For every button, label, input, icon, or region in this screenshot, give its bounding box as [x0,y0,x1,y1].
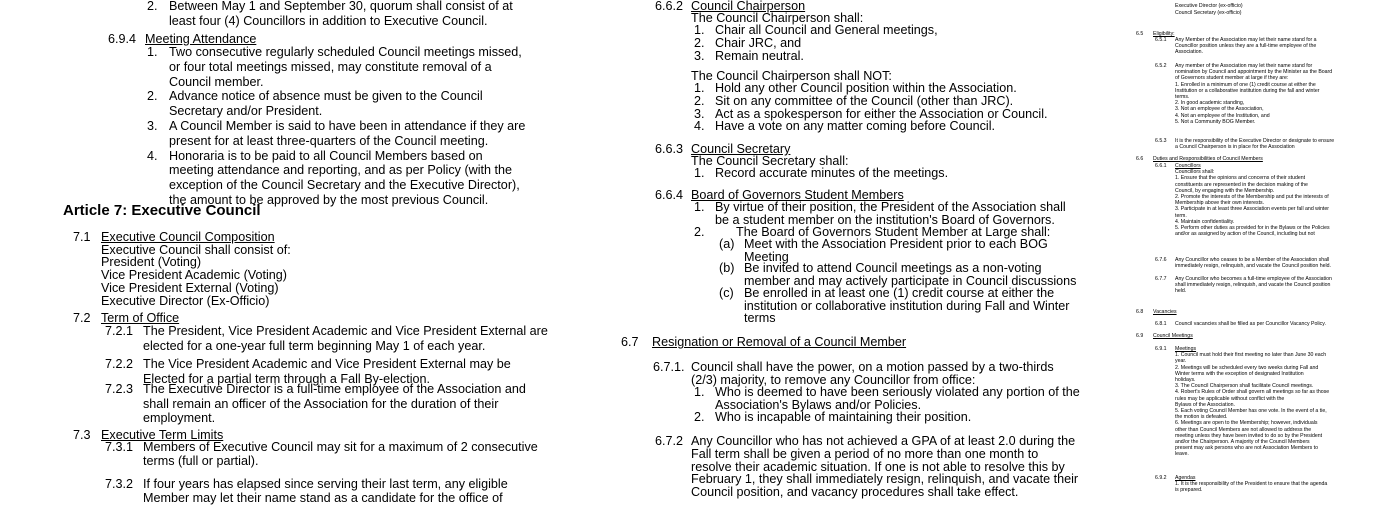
small-section-number: 6.7.6 [1155,257,1167,263]
section-number: 7.1 [73,230,91,244]
composition-line: Vice President External (Voting) [101,280,279,295]
section-number: 6.9.4 [108,32,137,46]
item-number: 2. [694,93,705,108]
composition-line: Executive Council shall consist of: [101,242,291,257]
section-text: Council position, and vacancy procedures shall take effect. [691,485,1019,500]
small-text: immediately resign, relinquish, and vacate the Council position held. [1175,263,1331,270]
small-text: present may ask persons who are not Association Members to [1175,445,1319,452]
item-text: Sit on any committee of the Council (other than JRC). [715,93,1014,108]
item-number: 7.2.1 [105,324,134,338]
item-number: 1. [694,200,705,214]
section-text: Council shall have the power, on a motion passed by a two-thirds [691,360,1054,374]
small-section-number: 6.5.1 [1155,37,1167,43]
item-text: Elected for a partial term through a Fall By-election. [143,371,430,386]
small-text: terms. [1175,94,1190,100]
small-text: 5. Not a Community BOG Member. [1175,118,1256,125]
item-text: meeting attendance and reporting, and as per Policy (with the [169,163,513,178]
section-text: Any Councillor who has not achieved a GPA of at least 2.0 during the [691,434,1076,448]
section-number: 6.6.2 [655,0,684,13]
item-text: Hold any other Council position within the Association. [715,81,1017,95]
small-text: leave. [1175,451,1189,458]
small-section-number: 6.6.1 [1155,163,1167,169]
item-text: Two consecutive regularly scheduled Council meetings missed, [169,45,522,59]
section-text: Fall term shall be given a period of no more than one month to [691,446,1039,461]
item-text: The Vice President Academic and Vice President External may be [143,357,511,371]
item-number: 2. [694,225,705,239]
small-text: the motion is defeated. [1175,414,1228,421]
small-text: 6. Meetings are open to the Membership; however, individuals [1175,420,1318,427]
small-text: Association. [1175,49,1203,56]
item-text: shall remain an officer of the Association for the duration of their [143,396,499,411]
item-text: exception of the Council Secretary and the Executive Director), [169,178,520,193]
small-text: Bylaws of the Association. [1175,401,1235,408]
item-text: or four total meetings missed, may constitute removal of a [169,59,492,74]
small-text: 5. Each voting Council Member has one vote. In the event of a tie, [1175,408,1327,414]
small-section-number: 6.9.1 [1155,346,1167,352]
small-text: 2. Meetings will be scheduled every two weeks during Fall and [1175,364,1319,371]
item-number: 7.2.3 [105,382,134,396]
section-number: 7.3 [73,428,91,442]
section-title: Board of Governors Student Members [691,188,904,202]
item-text: the amount to be approved by the most previous Council. [169,193,489,207]
small-text: shall immediately resign, relinquish, and vacate the Council position [1175,282,1331,289]
small-text: Councillors [1175,163,1201,169]
small-text: 4. Maintain confidentiality. [1175,218,1235,225]
small-text: 3. Not an employee of the Association, [1175,106,1264,113]
subitem-text: Meeting [744,249,789,264]
subitem-text: Meet with the Association President prior to each BOG [744,237,1048,251]
item-number: 1. [694,166,705,180]
item-number: 2. [694,410,705,424]
section-title: Meeting Attendance [145,32,257,46]
small-text: 1. Council must hold their first meeting no later than June 30 each [1175,352,1327,359]
small-text: 3. Participate in at least three Association events per fall and winter [1175,206,1329,213]
section-title: Council Secretary [691,142,791,156]
item-text: By virtue of their position, the President of the Association shall [715,200,1066,214]
small-text: Vacancies [1153,309,1177,315]
small-section-number: 6.8.1 [1155,321,1167,327]
item-text: The President, Vice President Academic and Vice President External are [143,324,548,338]
section-text: February 1, they shall immediately resign, relinquish, and vacate their [691,472,1079,487]
small-text: Council vacancies shall be filled as per Councillor Vacancy Policy. [1175,321,1326,327]
small-text: nomination by Council and appointment by the Minister as the Board [1175,69,1333,76]
small-text: rules may be applicable without conflict with the [1175,395,1285,402]
item-number: 1. [147,45,158,59]
small-text: term. [1175,212,1187,219]
item-text: A Council Member is said to have been in attendance if they are [169,119,526,133]
item-text: Between May 1 and September 30, quorum shall consist of at [169,0,513,13]
small-text: Agendas [1175,475,1196,481]
composition-line: Executive Director (Ex-Officio) [101,293,270,308]
small-text: 4. Robert's Rules of Order shall govern all meetings so far as those [1175,389,1330,396]
composition-line: President (Voting) [101,255,202,270]
small-text: Councillors shall: [1175,169,1215,176]
item-text: Remain neutral. [715,48,804,63]
small-text: Councillor position unless they are a full-time employee of the [1175,43,1317,50]
small-text: Council Meetings [1153,333,1193,339]
small-line: Executive Director (ex-officio) [1175,3,1243,9]
section-title: Council Chairperson [691,0,806,13]
item-text: Who is deemed to have been seriously violated any portion of the [715,385,1080,399]
item-text: elected for a one-year full term beginning May 1 of each year. [143,338,486,353]
small-text: 1. It is the responsibility of the President to ensure that the agenda [1175,481,1328,488]
item-text: Chair JRC, and [715,35,802,50]
small-section-number: 6.6 [1136,156,1144,162]
item-number: 4. [694,119,705,134]
section-number: 7.2 [73,311,91,325]
item-number: 1. [694,81,705,95]
item-text: The Executive Director is a full-time employee of the Association and [143,382,526,396]
item-text: Member may let their name stand as a candidate for the office of [143,490,503,505]
small-section-number: 6.8 [1136,309,1144,315]
small-section-number: 6.5.2 [1155,63,1167,69]
item-text: terms (full or partial). [143,453,259,468]
item-text: present for at least three-quarters of the Council meeting. [169,133,489,148]
item-number: 4. [147,148,158,163]
section-title: Executive Council Composition [101,230,275,244]
item-text: Council member. [169,74,264,89]
small-text: Institution or a collaborative institution during the fall and winter [1175,87,1320,94]
small-text: and/or as assigned by action of the Council, including but not [1175,231,1315,238]
item-number: 2. [147,89,158,104]
small-section-number: 6.5 [1136,31,1144,37]
item-text: Secretary and/or President. [169,104,323,119]
small-text: 1. Enrolled in a minimum of one (1) credit course at either the [1175,81,1316,88]
section-title: Resignation or Removal of a Council Member [652,335,907,349]
section-line: The Council Chairperson shall: [691,11,864,25]
small-text: Council, by engaging with the Membership. [1175,187,1275,194]
small-text: Any Councillor who ceases to be a Member of the Association shall [1175,257,1330,263]
item-number: 2. [147,0,158,13]
section-number: 6.6.3 [655,142,684,156]
subitem-number: (b) [719,261,735,275]
article-heading: Article 7: Executive Council [63,202,261,219]
item-number: 3. [694,48,705,63]
small-text: 5. Perform other duties as provided for in the Bylaws or the Policies [1175,225,1330,231]
small-text: other than Council Members are not allowed to address the [1175,426,1312,433]
subitem-text: Be enrolled in at least one (1) credit course at either the [744,286,1055,300]
section-number: 6.7 [621,335,639,349]
small-text: Any Councillor who becomes a full-time employee of the Association [1175,276,1332,282]
section-number: 6.6.4 [655,188,684,202]
composition-line: Vice President Academic (Voting) [101,268,287,283]
small-section-number: 6.5.3 [1155,138,1167,144]
small-text: Membership above their own interests. [1175,200,1265,207]
small-text: of Governors student member at large if they are: [1175,75,1289,82]
small-text: It is the responsibility of the Executive Director or designate to ensure [1175,138,1335,144]
subitem-text: member and may actively participate in Council discussions [744,273,1077,288]
item-text: Chair all Council and General meetings, [715,23,938,37]
small-text: Any member of the Association may let their name stand for [1175,63,1313,69]
small-section-number: 6.9.2 [1155,475,1167,481]
subitem-text: institution or collaborative institution during Fall and Winter [744,298,1070,313]
section-number: 6.7.2 [655,434,684,448]
item-text: Association's Bylaws and/or Policies. [715,397,922,412]
item-number: 1. [694,23,705,37]
small-text: 4. Not an employee of the Institution, and [1175,112,1270,119]
item-number: 3. [147,119,158,133]
small-text: 2. Promote the interests of the Membership and put the interests of [1175,194,1329,200]
item-text: Advance notice of absence must be given to the Council [169,89,483,104]
item-text: Members of Executive Council may sit for a maximum of 2 consecutive [143,440,538,454]
small-text: holidays. [1175,377,1196,383]
small-line: Council Secretary (ex-officio) [1175,10,1242,16]
small-text: 3. The Council Chairperson shall facilitate Council meetings. [1175,383,1314,390]
small-text: meeting unless they have been invited to do so by the President [1175,432,1323,439]
subitem-text: Be invited to attend Council meetings as a non-voting [744,261,1042,275]
item-number: 2. [694,35,705,50]
small-text: Eligibility: [1153,31,1175,37]
item-number: 7.2.2 [105,357,134,371]
section-number: 6.7.1. [653,360,685,374]
section-title: Term of Office [101,311,180,325]
item-text: Record accurate minutes of the meetings. [715,166,949,180]
subitem-text: terms [744,311,776,326]
small-text: constituents are represented in the decision making of the [1175,181,1308,188]
item-text: Act as a spokesperson for either the Association or Council. [715,106,1048,121]
item-text: be a student member on the institution's Board of Governors. [715,212,1055,227]
item-text: Honoraria is to be paid to all Council Members based on [169,148,483,163]
section-line: The Council Secretary shall: [691,154,849,168]
small-text: a Council Chairperson is in place for the Association [1175,144,1295,151]
small-text: and/or the Chairperson. A majority of the Council Members [1175,439,1310,445]
item-text: least four (4) Councillors in addition to Executive Council. [169,13,488,28]
item-number: 7.3.2 [105,477,134,491]
small-text: Winter terms with the exception of designated Institution [1175,370,1304,377]
item-text: Have a vote on any matter coming before Council. [715,119,996,134]
item-text: employment. [143,411,216,425]
small-text: 2. In good academic standing, [1175,100,1245,107]
item-number: 1. [694,385,705,399]
section-line: The Council Chairperson shall NOT: [691,69,892,83]
section-title: Executive Term Limits [101,428,224,442]
small-text: is prepared. [1175,487,1203,494]
small-text: Meetings [1175,346,1197,352]
subitem-number: (c) [719,286,734,300]
small-section-number: 6.9 [1136,333,1144,339]
small-text: held. [1175,288,1187,295]
item-text: If four years has elapsed since serving their last term, any eligible [143,477,508,491]
item-number: 3. [694,106,705,121]
subitem-number: (a) [719,237,735,251]
item-text: Who is incapable of maintaining their position. [715,410,972,424]
section-text: (2/3) majority, to remove any Councillor from office: [691,372,976,387]
small-text: Duties and Responsibilities of Council Members [1153,156,1263,162]
section-text: resolve their academic situation. If one is not able to resolve this by [691,459,1065,474]
small-section-number: 6.7.7 [1155,276,1167,282]
small-text: year. [1175,358,1187,365]
small-text: Any Member of the Association may let their name stand for a [1175,37,1317,43]
item-number: 7.3.1 [105,440,134,454]
item-text: The Board of Governors Student Member at Large shall: [736,225,1051,239]
small-text: 1. Ensure that the opinions and concerns of their student [1175,175,1306,182]
